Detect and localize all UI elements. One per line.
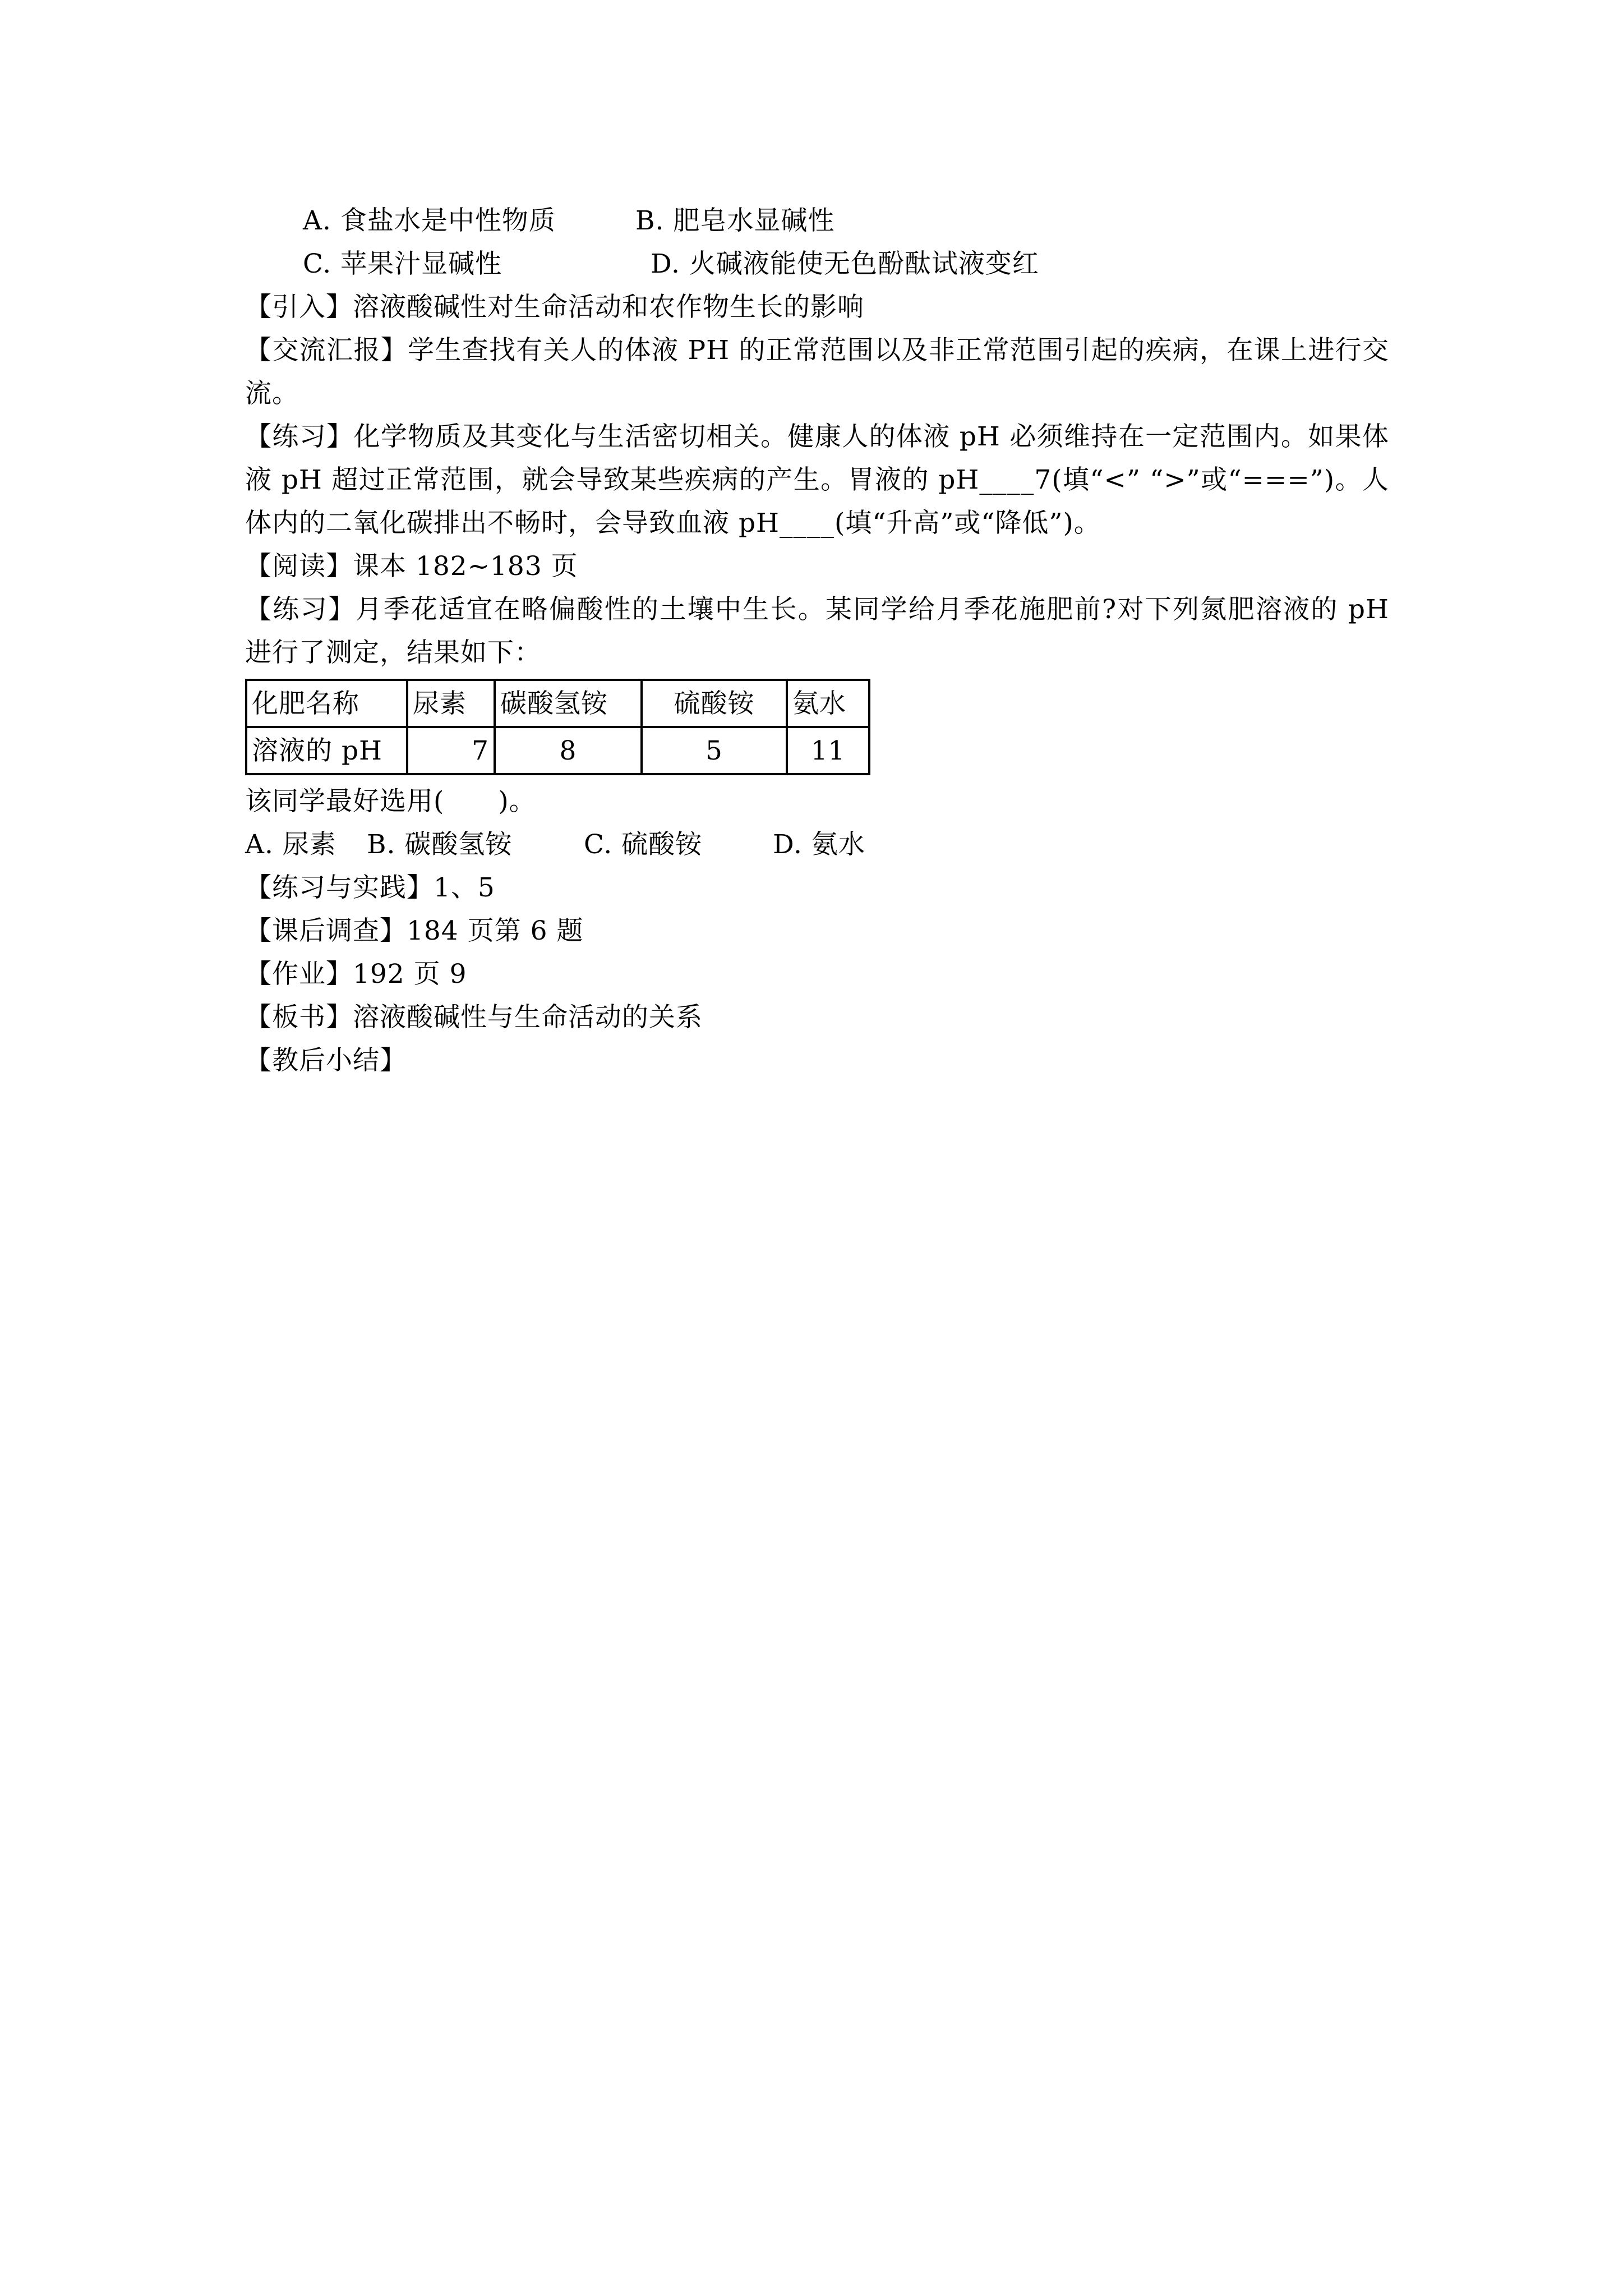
answer-b: B. 碳酸氢铵 xyxy=(367,829,513,860)
survey-section xyxy=(245,909,1389,953)
option-a: A. 食盐水是中性物质 xyxy=(303,205,556,236)
answer-options xyxy=(245,823,1389,866)
table-cell: 硫酸铵 xyxy=(642,680,787,727)
table-cell: 碳酸氢铵 xyxy=(495,680,642,727)
reading-tag: 【阅读】 xyxy=(245,551,353,582)
practice-apply-section xyxy=(245,866,1389,909)
intro-section xyxy=(245,286,1389,329)
practice2-text: 月季花适宜在略偏酸性的土壤中生长。某同学给月季花施肥前?对下列氮肥溶液的 pH 进行了测定，结果如下： xyxy=(245,594,1389,668)
homework-text: 192 页 9 xyxy=(353,959,467,990)
intro-tag: 【引入】 xyxy=(245,292,353,323)
practice1-text: 化学物质及其变化与生活密切相关。健康人的体液 pH 必须维持在一定范围内。如果体液 pH 超过正常范围，就会导致某些疾病的产生。胃液的 pH____7(填“<” “>”或“===”)。人体内的二氧化碳排出不畅时，会导致血液 pH____(填“升高”或“降低”)。 xyxy=(245,421,1389,539)
options-row-2 xyxy=(245,242,1389,286)
table-cell: 尿素 xyxy=(407,680,495,727)
practice2-section xyxy=(245,588,1389,674)
fertilizer-ph-table xyxy=(245,679,870,775)
homework-tag: 【作业】 xyxy=(245,959,353,990)
board-tag: 【板书】 xyxy=(245,1002,353,1033)
option-d: D. 火碱液能使无色酚酞试液变红 xyxy=(651,249,1039,279)
practice1-tag: 【练习】 xyxy=(245,421,354,452)
board-section xyxy=(245,996,1389,1039)
answer-d: D. 氨水 xyxy=(773,829,865,860)
reading-section xyxy=(245,545,1389,588)
table-cell: 7 xyxy=(407,727,495,774)
option-c: C. 苹果汁显碱性 xyxy=(303,249,502,279)
exchange-tag: 【交流汇报】 xyxy=(245,335,408,366)
summary-tag: 【教后小结】 xyxy=(245,1045,407,1076)
table-cell: 5 xyxy=(642,727,787,774)
homework-section xyxy=(245,953,1389,996)
board-text: 溶液酸碱性与生命活动的关系 xyxy=(353,1002,703,1033)
practice2-tag: 【练习】 xyxy=(245,594,356,625)
summary-section xyxy=(245,1039,1389,1082)
table-cell: 化肥名称 xyxy=(246,680,407,727)
answer-a: A. 尿素 xyxy=(245,829,336,860)
table-header-row xyxy=(246,680,869,727)
exchange-text: 学生查找有关人的体液 PH 的正常范围以及非正常范围引起的疾病，在课上进行交流。 xyxy=(245,335,1389,409)
table-row xyxy=(246,727,869,774)
intro-text: 溶液酸碱性对生命活动和农作物生长的影响 xyxy=(353,292,864,323)
survey-text: 184 页第 6 题 xyxy=(407,915,584,946)
practice-apply-text: 1、5 xyxy=(434,872,495,903)
option-b: B. 肥皂水显碱性 xyxy=(635,205,835,236)
practice-apply-tag: 【练习与实践】 xyxy=(245,872,434,903)
options-row-1 xyxy=(245,199,1389,242)
page-content xyxy=(245,199,1389,1082)
table-cell: 8 xyxy=(495,727,642,774)
answer-c: C. 硫酸铵 xyxy=(584,829,703,860)
reading-text: 课本 182~183 页 xyxy=(353,551,578,582)
practice1-section xyxy=(245,415,1389,545)
exchange-section xyxy=(245,329,1389,415)
survey-tag: 【课后调查】 xyxy=(245,915,407,946)
table-cell: 氨水 xyxy=(787,680,869,727)
table-cell: 11 xyxy=(787,727,869,774)
question-text: 该同学最好选用( )。 xyxy=(245,786,536,817)
table-cell: 溶液的 pH xyxy=(246,727,407,774)
